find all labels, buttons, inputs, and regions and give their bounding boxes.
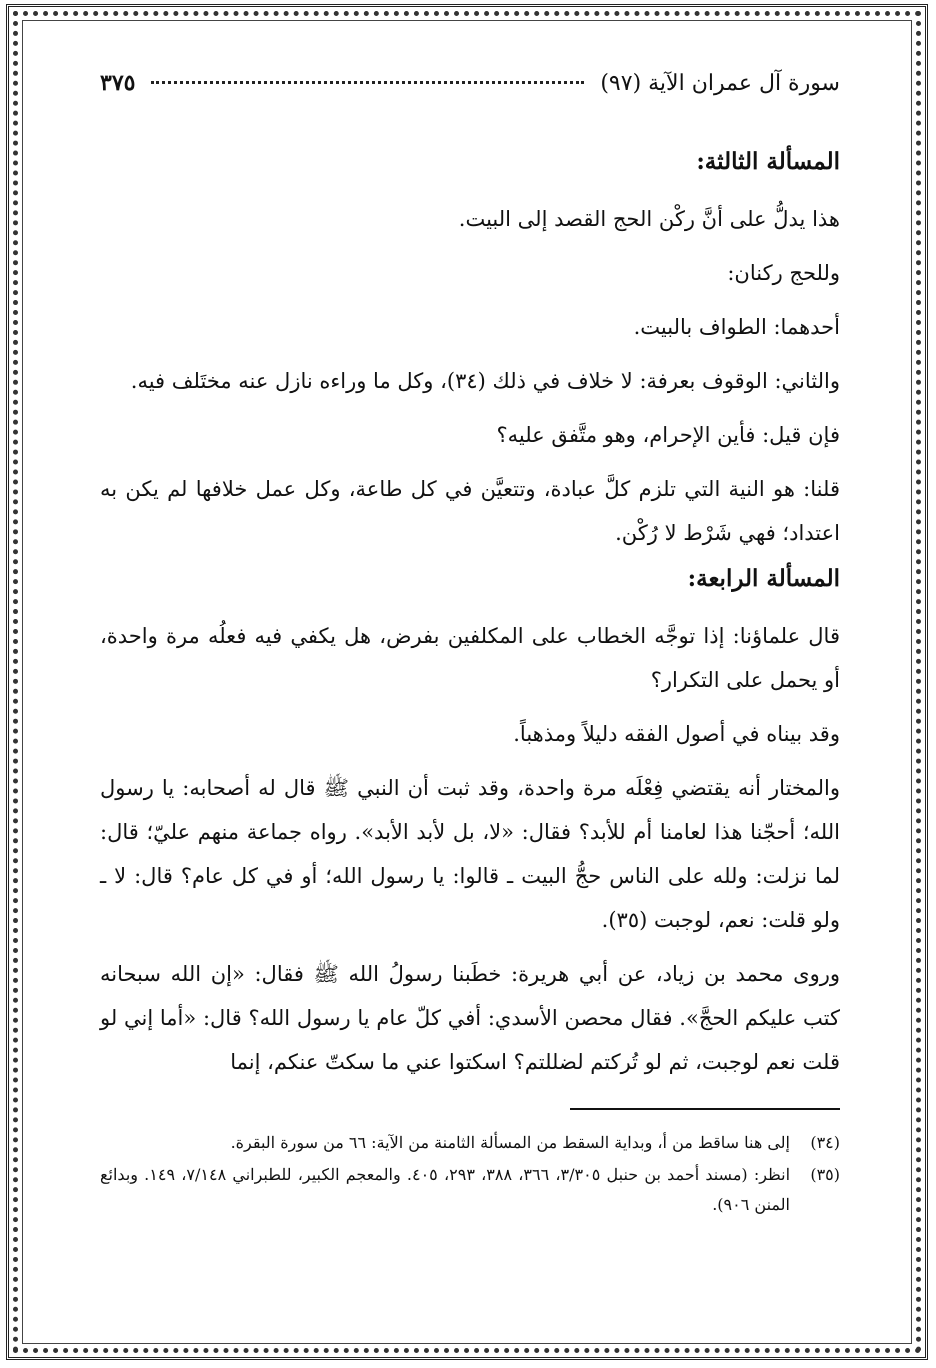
footnote-number: (٣٤): [810, 1133, 840, 1152]
footnote: [100, 1128, 840, 1158]
section-fourth-issue: [100, 565, 840, 1084]
paragraph: أحدهما: الطواف بالبيت.: [633, 315, 840, 339]
footnote-divider: [570, 1108, 840, 1110]
paragraph: قال علماؤنا: إذا توجَّه الخطاب على المكلفين بفرض، هل يكفي فيه فعلُه مرة واحدة، أو يحمل على التكرار؟: [100, 624, 840, 692]
footnote: [100, 1160, 840, 1220]
paragraph: قلنا: هو النية التي تلزم كلَّ عبادة، وتتعيَّن في كل طاعة، وكل عمل خلافها لم يكن به اعتداد؛ فهي شَرْط لا رُكْن.: [100, 477, 840, 545]
section-heading: المسألة الثالثة:: [696, 148, 840, 175]
header-title: سورة آل عمران الآية (٩٧): [600, 71, 840, 96]
section-third-issue: [100, 148, 840, 555]
paragraph: فإن قيل: فأين الإحرام، وهو متَّفق عليه؟: [496, 423, 840, 447]
paragraph: هذا يدلُّ على أنَّ ركْن الحج القصد إلى البيت.: [458, 207, 840, 231]
paragraph: والمختار أنه يقتضي فِعْلَه مرة واحدة، وقد ثبت أن النبي ﷺ قال له أصحابه: يا رسول الله؛ أحجّنا هذا لعامنا أم للأبد؟ فقال: «لا، بل لأبد الأبد». رواه جماعة منهم عليّ؛ قال: لما نزلت: ولله على الناس حجُّ البيت ـ قالوا: يا رسول الله؛ أو في كل عام؟ قال: لا ـ ولو قلت: نعم، لوجبت (٣٥).: [100, 776, 840, 932]
header-leader-dots: [151, 81, 584, 84]
running-header: [100, 70, 840, 96]
paragraph: والثاني: الوقوف بعرفة: لا خلاف في ذلك (٣٤)، وكل ما وراءه نازل عنه مختَلف فيه.: [130, 369, 840, 393]
page-number: ٣٧٥: [100, 70, 136, 96]
footnote-text: انظر: (مسند أحمد بن حنبل ٣/٣٠٥، ٣٦٦، ٣٨٨، ٢٩٣، ٤٠٥. والمعجم الكبير، للطبراني ٧/١٤٨، ١٤٩. وبدائع المنن ٩٠٦).: [100, 1165, 791, 1214]
footnote-text: إلى هنا ساقط من أ، وبداية السقط من المسألة الثامنة من الآية: ٦٦ من سورة البقرة.: [230, 1133, 790, 1152]
paragraph: وقد بيناه في أصول الفقه دليلاً ومذهباً.: [513, 722, 840, 746]
page-content: [100, 70, 840, 1222]
paragraph: وللحج ركنان:: [727, 261, 840, 285]
footnote-number: (٣٥): [810, 1165, 840, 1184]
section-heading: المسألة الرابعة:: [687, 565, 840, 592]
paragraph: وروى محمد بن زياد، عن أبي هريرة: خطَبنا رسولُ الله ﷺ فقال: «إن الله سبحانه كتب عليكم الحجَّ». فقال محصن الأسدي: أفي كلّ عام يا رسول الله؟ قال: «أما إني لو قلت نعم لوجبت، ثم لو تُركتم لضللتم؟ اسكتوا عني ما سكتّ عنكم، إنما: [100, 962, 840, 1074]
